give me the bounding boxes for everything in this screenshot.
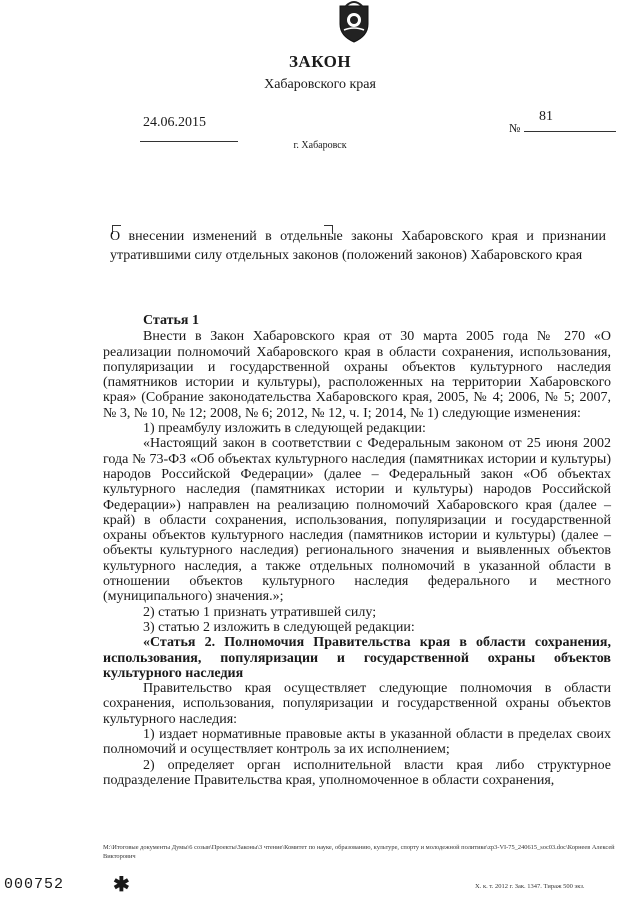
document-subtitle: Хабаровского края: [264, 77, 376, 92]
coat-of-arms-icon: [332, 0, 376, 44]
document-city: г. Хабаровск: [293, 140, 347, 151]
document-number: 81: [539, 109, 553, 124]
paragraph: «Настоящий закон в соответствии с Федеральным законом от 25 июня 2002 года № 73-ФЗ «Об объектах культурного наследия (памятниках истории и культуры) народов Российской Федерации» (далее – Федеральный закон «Об объектах культурного наследия (памятниках истории и культуры) народов Российской Федерации») направлен на реализацию полномочий Хабаровского края (далее – край) в области сохранения, использования, популяризации и государственной охраны объектов культурного наследия (памятников истории и культуры) (далее – объекты культурного наследия) регионального значения и выявленных объектов культурного наследия, а также отдельных полномочий в указанной области в отношении объектов культурного наследия федерального и местного (муниципального) значения.»;: [103, 436, 611, 605]
article-2-heading: «Статья 2. Полномочия Правительства края в области сохранения, использования, популяризации и государственной охраны объектов культурного наследия: [103, 635, 611, 681]
article-1-title: Статья 1: [143, 313, 199, 328]
asterisk-mark: ✱: [113, 874, 130, 896]
paragraph: 1) преамбулу изложить в следующей редакции:: [143, 421, 426, 437]
number-sign: №: [509, 121, 521, 135]
paragraph: Внести в Закон Хабаровского края от 30 марта 2005 года № 270 «О реализации полномочий Хабаровского края в области сохранения, использования, популяризации и государственной охраны объектов культурного наследия (памятников истории и культуры), расположенных на территории Хабаровского края» (Собрание законодательства Хабаровского края, 2005, № 4; 2006, № 5; 2007, № 3, № 10, № 12; 2008, № 6; 2012, № 12, ч. I; 2014, № 1) следующие изменения:: [103, 329, 611, 421]
print-info: Х. к. т. 2012 г. Зак. 1347. Тираж 500 экз.: [475, 883, 585, 890]
paragraph: 3) статью 2 изложить в следующей редакции:: [143, 619, 415, 635]
file-path-footer: М:\Итоговые документы Думы\6 созыв\Проекты\Законы\3 чтение\Комитет по науке, образованию, культуре, спорту и молодежной политике\zp3-VI-75_240615_soc03.doc\Корнеев Алексей Викторович: [103, 844, 615, 860]
paragraph: Правительство края осуществляет следующие полномочия в области сохранения, использования, популяризации и государственной охраны объектов культурного наследия:: [103, 681, 611, 727]
document-code: 000752: [4, 876, 65, 893]
law-heading: О внесении изменений в отдельные законы Хабаровского края и признании утратившими силу отдельных законов (положений законов) Хабаровского края: [110, 229, 606, 263]
paragraph: 2) определяет орган исполнительной власти края либо структурное подразделение Правительства края, уполномоченное в области сохранения,: [103, 757, 611, 788]
paragraph: 1) издает нормативные правовые акты в указанной области в пределах своих полномочий и осуществляет контроль за их исполнением;: [103, 727, 611, 758]
document-title: ЗАКОН: [288, 52, 352, 71]
number-underline: [524, 131, 616, 132]
document-date: 24.06.2015: [143, 115, 206, 130]
document-body: [103, 313, 611, 788]
paragraph: 2) статью 1 признать утратившей силу;: [143, 604, 377, 620]
